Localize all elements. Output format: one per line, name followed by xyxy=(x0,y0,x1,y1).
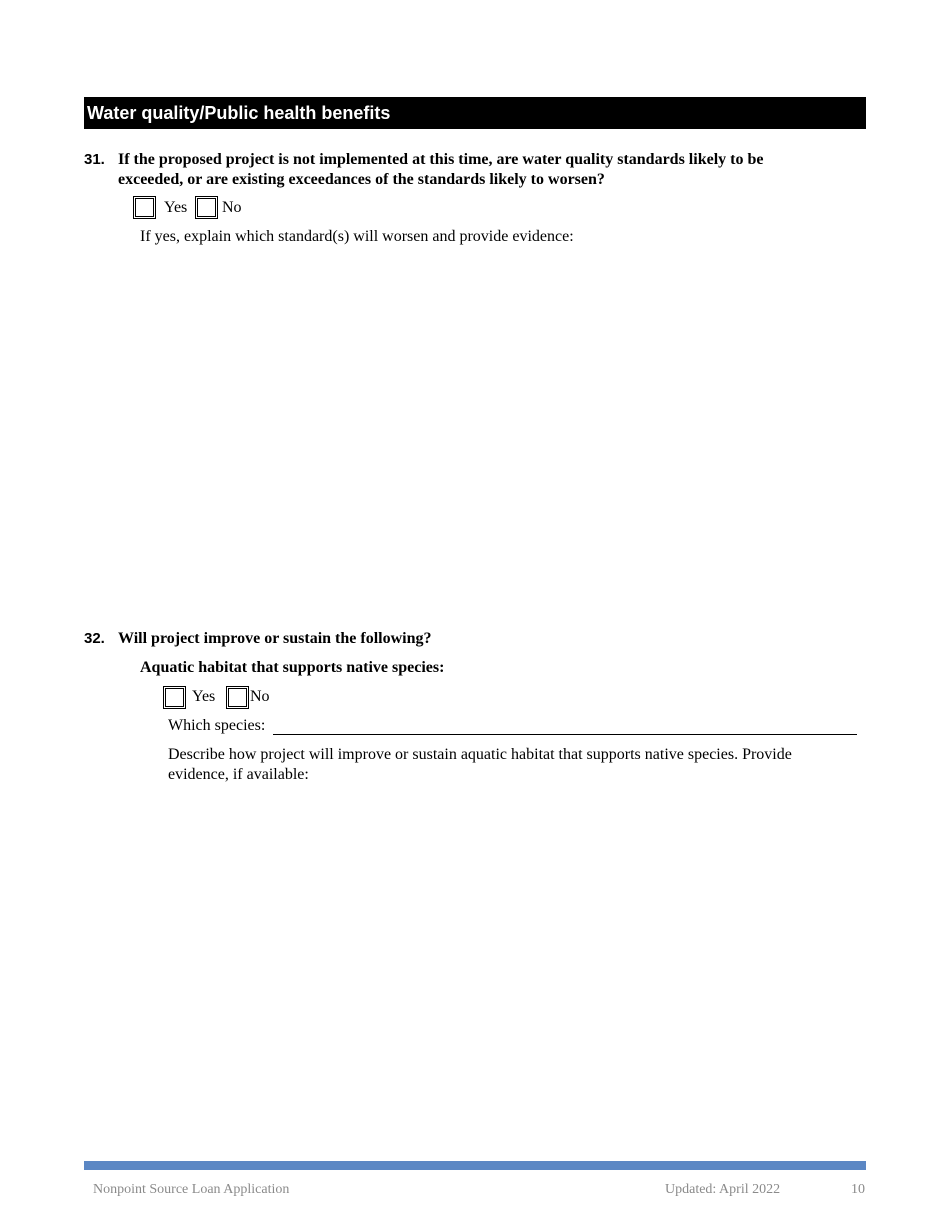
q32-describe-line2: evidence, if available: xyxy=(168,766,309,783)
q32-species-label: Which species: xyxy=(168,717,266,734)
question-32-number: 32. xyxy=(84,630,105,647)
q32-no-checkbox[interactable] xyxy=(226,686,249,709)
question-31-number: 31. xyxy=(84,151,105,168)
q31-yes-label: Yes xyxy=(164,199,188,216)
q32-subheading-aquatic-habitat: Aquatic habitat that supports native species: xyxy=(140,659,445,676)
q32-no-label: No xyxy=(250,688,270,705)
footer-divider xyxy=(84,1161,866,1170)
footer-page-number: 10 xyxy=(851,1182,865,1197)
question-31-text-line1: If the proposed project is not implemented at this time, are water quality standards likely to be xyxy=(118,151,764,168)
q32-yes-label: Yes xyxy=(192,688,216,705)
q32-yes-checkbox[interactable] xyxy=(163,686,186,709)
question-31-text xyxy=(118,150,858,190)
q31-no-checkbox[interactable] xyxy=(195,196,218,219)
footer-document-title: Nonpoint Source Loan Application xyxy=(93,1182,290,1197)
q32-describe-prompt xyxy=(168,745,858,785)
question-32-text: Will project improve or sustain the following? xyxy=(118,630,432,647)
q32-species-input[interactable] xyxy=(273,719,857,735)
section-heading: Water quality/Public health benefits xyxy=(84,97,866,129)
q31-no-label: No xyxy=(222,199,242,216)
q32-describe-response-area[interactable] xyxy=(168,790,858,1140)
question-31-text-line2: exceeded, or are existing exceedances of the standards likely to worsen? xyxy=(118,171,605,188)
footer-updated-date: Updated: April 2022 xyxy=(665,1182,781,1197)
q31-explain-prompt: If yes, explain which standard(s) will worsen and provide evidence: xyxy=(140,228,574,245)
q31-yes-checkbox[interactable] xyxy=(133,196,156,219)
q31-explain-response-area[interactable] xyxy=(140,252,860,612)
q32-describe-line1: Describe how project will improve or sustain aquatic habitat that supports native species. Provide xyxy=(168,746,792,763)
